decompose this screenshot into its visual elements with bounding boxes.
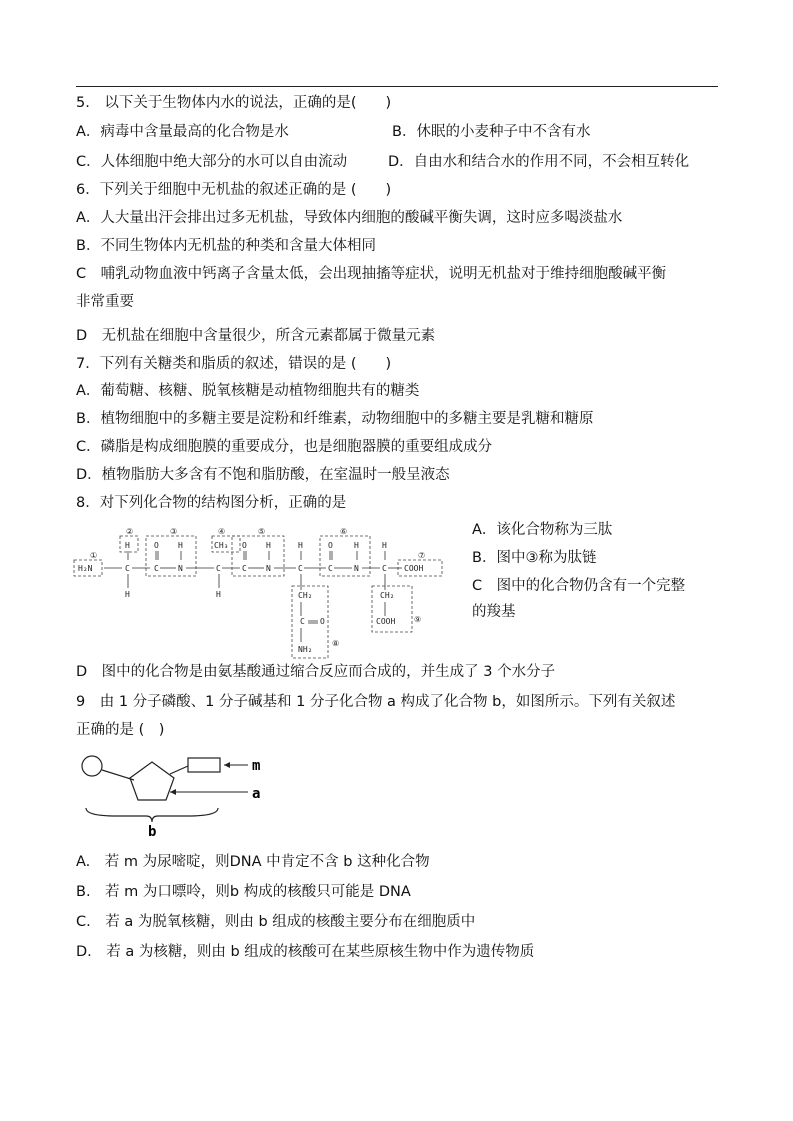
- label-9: ⑨: [414, 615, 422, 624]
- q9-stem: 9 由 1 分子磷酸、1 分子碱基和 1 分子化合物 a 构成了化合物 b，如图所示。下列有关叙述: [76, 694, 676, 710]
- peptide-structure-figure: [70, 522, 460, 662]
- label-5: ⑤: [258, 527, 266, 536]
- c-atom: C: [216, 564, 221, 573]
- q7-option-c: C．磷脂是构成细胞膜的重要成分，也是细胞器膜的重要组成成分: [76, 439, 493, 455]
- q9-stem-cont: 正确的是 ( ): [76, 722, 165, 738]
- label-8: ⑧: [332, 639, 340, 648]
- h-atom: H: [382, 541, 387, 550]
- c-atom: C: [154, 564, 159, 573]
- q9-option-d: D. 若 a 为核糖，则由 b 组成的核酸可在某些原核生物中作为遗传物质: [76, 944, 535, 960]
- label-a: a: [252, 786, 261, 802]
- h-atom: H: [125, 590, 130, 599]
- cooh-group: COOH: [376, 617, 396, 626]
- pentose-pentagon: [130, 762, 174, 800]
- o-atom: O: [328, 541, 333, 550]
- q8-option-c: C 图中的化合物仍含有一个完整: [472, 578, 686, 594]
- q5-option-c: C．人体细胞中绝大部分的水可以自由流动: [76, 154, 348, 170]
- label-3: ③: [170, 527, 178, 536]
- q5-option-b: B．休眠的小麦种子中不含有水: [392, 124, 591, 140]
- nucleotide-figure: [76, 750, 296, 840]
- q8-option-b: B．图中③称为肽链: [472, 550, 597, 566]
- q9-option-a: A. 若 m 为尿嘧啶，则DNA 中肯定不含 b 这种化合物: [76, 854, 430, 870]
- q5-option-a: A．病毒中含量最高的化合物是水: [76, 124, 289, 140]
- o-atom: O: [154, 541, 159, 550]
- n-atom: N: [178, 564, 183, 573]
- label-7: ⑦: [418, 551, 426, 560]
- q6-option-b: B．不同生物体内无机盐的种类和含量大体相同: [76, 238, 376, 254]
- c-atom: C: [125, 564, 130, 573]
- base-rectangle: [188, 758, 220, 772]
- ch2-group: CH₂: [380, 591, 395, 600]
- q7-stem: 7．下列有关糖类和脂质的叙述，错误的是 ( ): [76, 356, 392, 372]
- q9-option-b: B. 若 m 为口嘌呤，则b 构成的核酸只可能是 DNA: [76, 884, 411, 900]
- h-atom: H: [266, 541, 271, 550]
- c-atom: C: [328, 564, 333, 573]
- o-atom: O: [320, 617, 325, 626]
- label-2: ②: [126, 527, 134, 536]
- h-atom: H: [298, 541, 303, 550]
- q9-option-c: C. 若 a 为脱氧核糖，则由 b 组成的核酸主要分布在细胞质中: [76, 914, 476, 930]
- h-atom: H: [354, 541, 359, 550]
- q8-option-c-cont: 的羧基: [472, 604, 516, 620]
- q5-option-d: D．自由水和结合水的作用不同，不会相互转化: [388, 154, 690, 170]
- q8-option-a: A．该化合物称为三肽: [472, 522, 613, 538]
- nh2-group: NH₂: [298, 645, 313, 654]
- label-4: ④: [218, 527, 226, 536]
- h2n-group: H₂N: [78, 564, 93, 573]
- label-6: ⑥: [340, 527, 348, 536]
- o-atom: O: [242, 541, 247, 550]
- n-atom: N: [266, 564, 271, 573]
- q7-option-a: A．葡萄糖、核糖、脱氧核糖是动植物细胞共有的糖类: [76, 383, 420, 399]
- label-m: m: [252, 758, 261, 774]
- n-atom: N: [354, 564, 359, 573]
- label-1: ①: [90, 551, 98, 560]
- q6-option-a: A．人大量出汗会排出过多无机盐，导致体内细胞的酸碱平衡失调，这时应多喝淡盐水: [76, 210, 623, 226]
- q7-option-b: B．植物细胞中的多糖主要是淀粉和纤维素，动物细胞中的多糖主要是乳糖和糖原: [76, 411, 594, 427]
- q8-option-d: D 图中的化合物是由氨基酸通过缩合反应而合成的，并生成了 3 个水分子: [76, 664, 556, 680]
- q6-option-c-cont: 非常重要: [76, 294, 134, 310]
- brace: [86, 808, 218, 822]
- q6-stem: 6．下列关于细胞中无机盐的叙述正确的是 ( ): [76, 182, 392, 198]
- phosphate-circle: [82, 756, 102, 776]
- h-atom: H: [178, 541, 183, 550]
- q7-option-d: D．植物脂肪大多含有不饱和脂肪酸，在室温时一般呈液态: [76, 467, 450, 483]
- label-b: b: [148, 824, 157, 840]
- q6-option-c: C 哺乳动物血液中钙离子含量太低，会出现抽搐等症状，说明无机盐对于维持细胞酸碱平衡: [76, 266, 667, 282]
- ch3-group: CH₃: [214, 541, 229, 550]
- h-atom: H: [216, 590, 221, 599]
- c-atom: C: [242, 564, 247, 573]
- c-atom: C: [298, 564, 303, 573]
- cooh-group: COOH: [404, 564, 424, 573]
- c-atom: C: [382, 564, 387, 573]
- ch2-group: CH₂: [298, 591, 313, 600]
- q8-stem: 8．对下列化合物的结构图分析，正确的是: [76, 495, 347, 511]
- header-rule: [76, 86, 718, 87]
- h-atom: H: [125, 541, 130, 550]
- q6-option-d: D 无机盐在细胞中含量很少，所含元素都属于微量元素: [76, 328, 436, 344]
- c-atom: C: [300, 617, 305, 626]
- q5-stem: 5. 以下关于生物体内水的说法，正确的是( ): [76, 95, 392, 111]
